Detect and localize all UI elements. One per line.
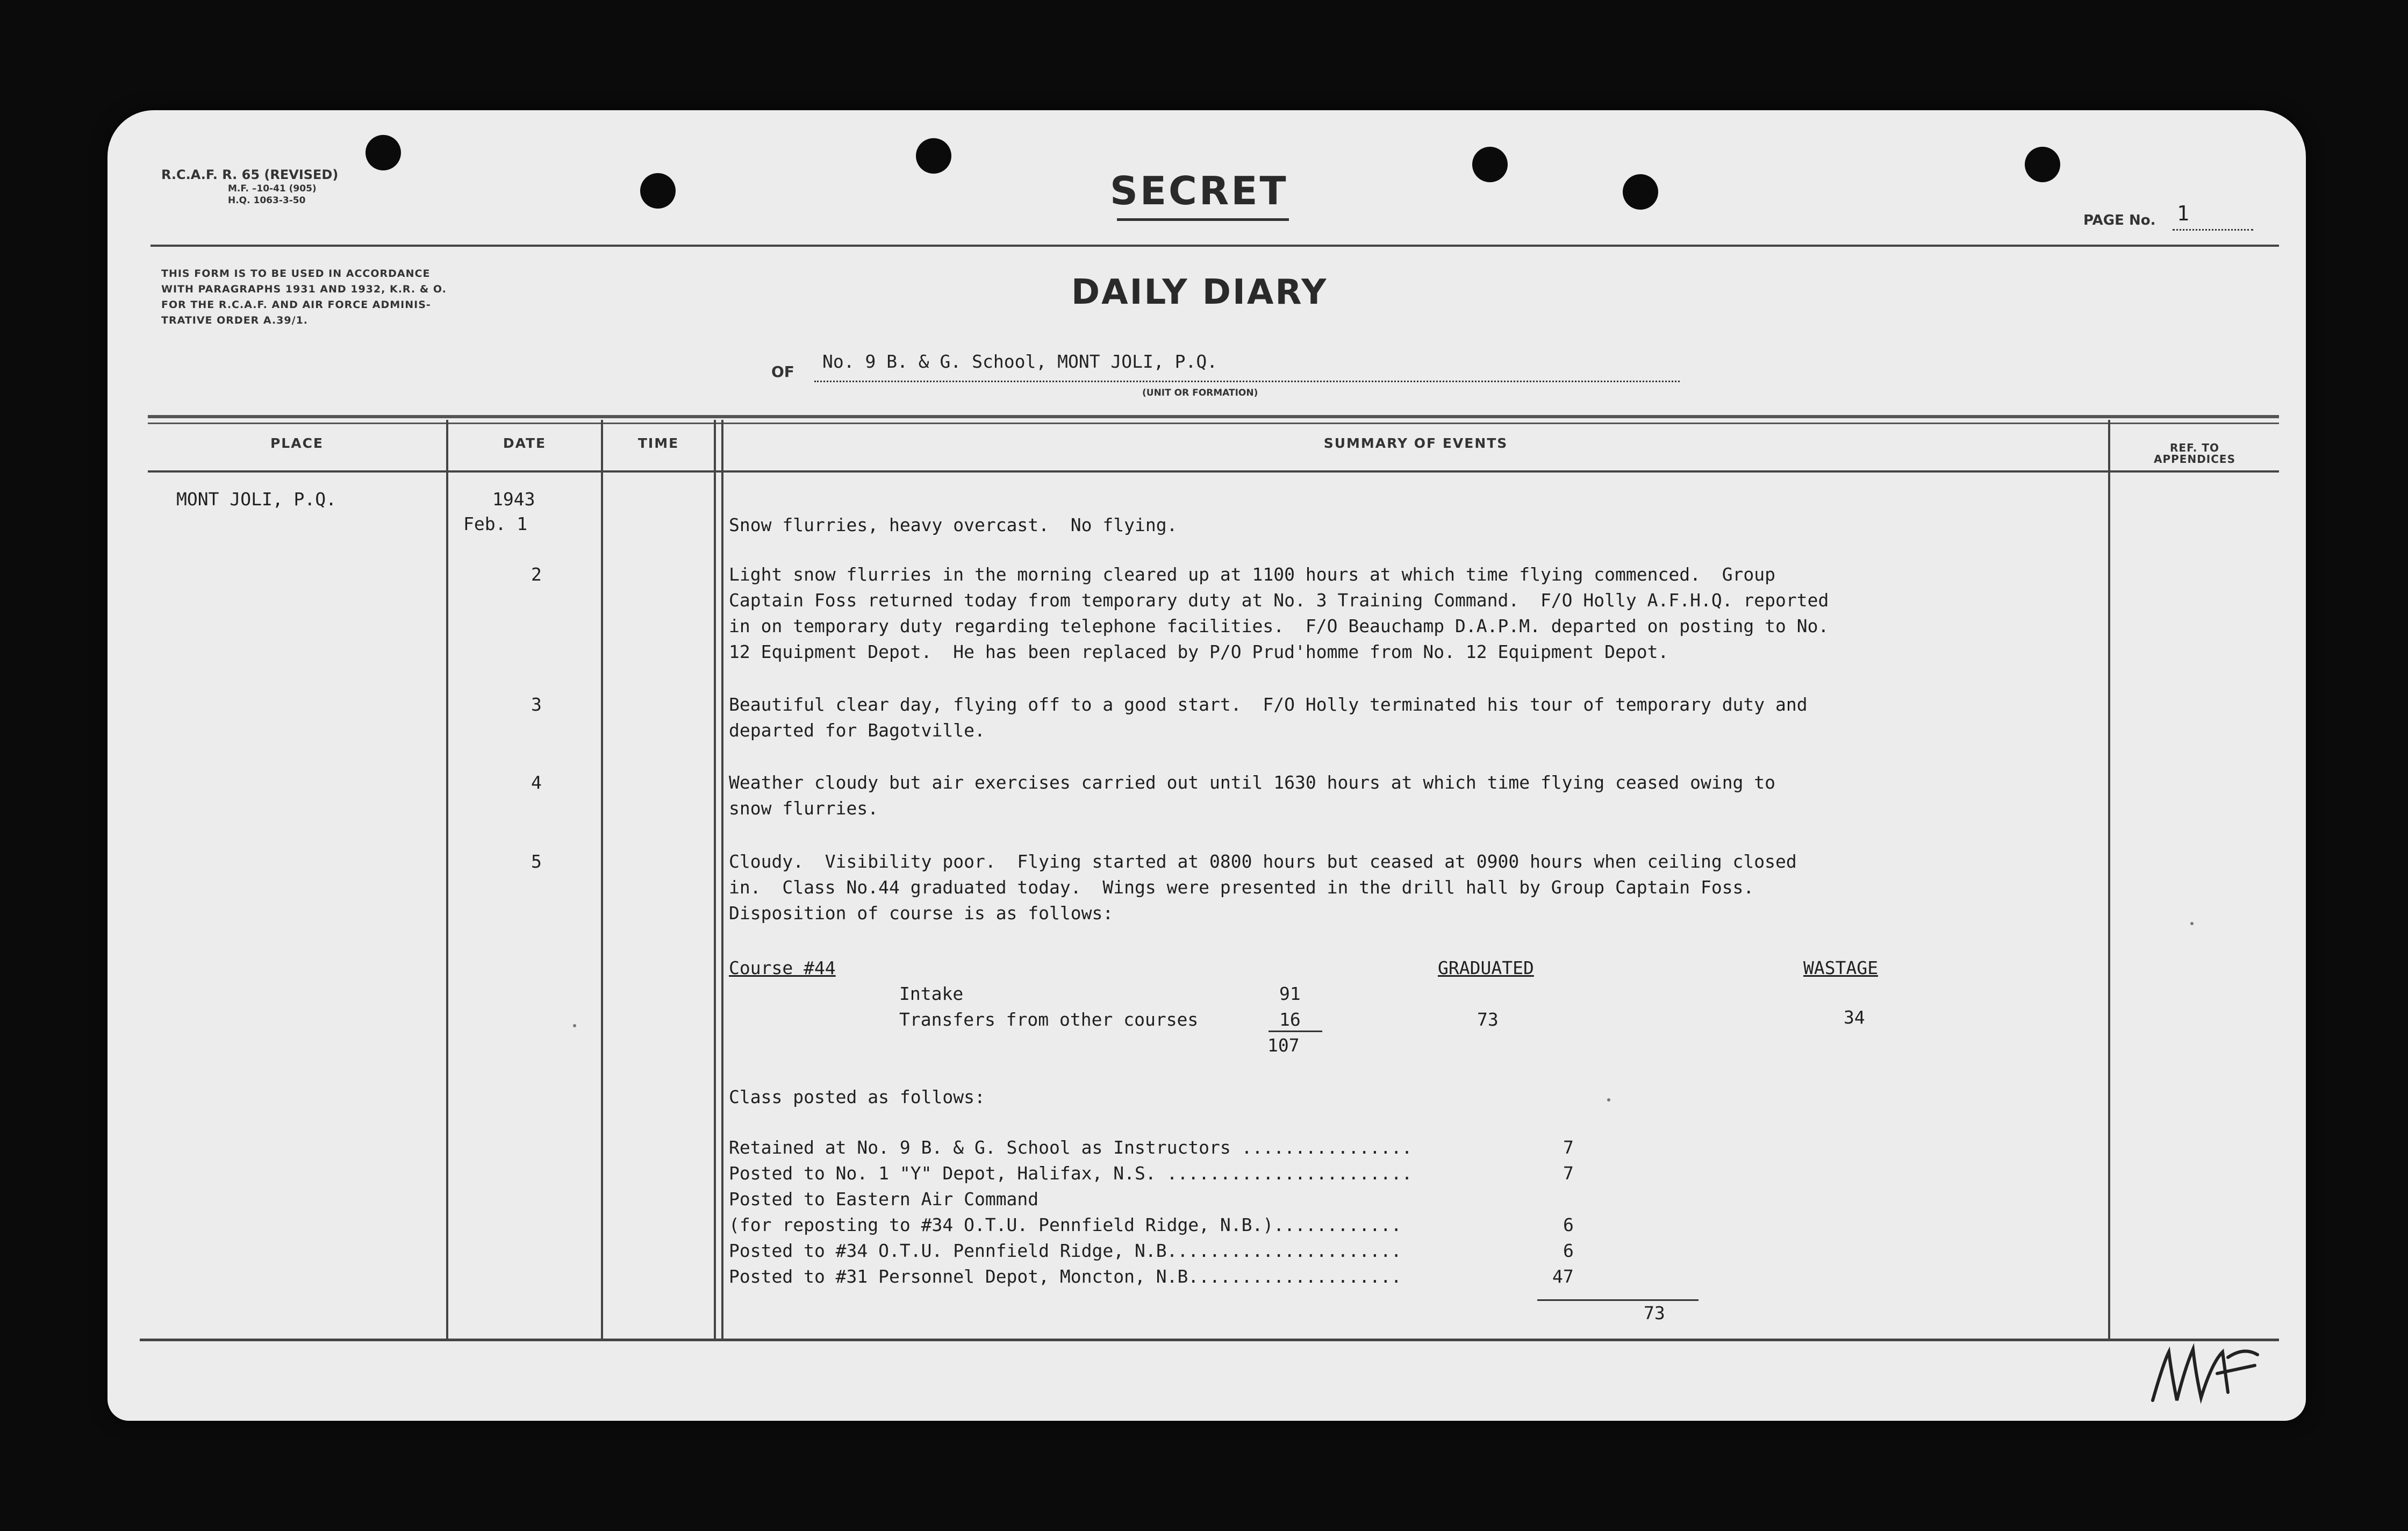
date-cell: 4 [531,772,542,793]
date-cell: 2 [531,564,542,585]
course-total: 107 [1267,1035,1300,1056]
summary-line: Captain Foss returned today from temporary duty at No. 3 Training Command. F/O Holly A.F.H.Q. reported [729,590,1829,611]
column-divider [601,420,603,1340]
punch-hole [1472,147,1508,182]
summary-line: Cloudy. Visibility poor. Flying started at 0800 hours but ceased at 0900 hours when ceiling closed [729,851,1797,872]
summary-line: departed for Bagotville. [729,720,985,741]
posting-row-value: 6 [1563,1240,1574,1261]
sum-rule [1268,1031,1322,1032]
wastage-value: 34 [1844,1007,1865,1028]
form-usage-note [161,266,447,328]
punch-hole [640,173,676,209]
paper-speck [573,1024,576,1027]
ref-header-line: APPENDICES [2154,453,2235,466]
posting-row-value: 7 [1563,1137,1574,1158]
posting-row-text: Posted to No. 1 "Y" Depot, Halifax, N.S. ....................... [729,1163,1413,1184]
date-cell: Feb. 1 [463,513,528,534]
intake-label: Intake [899,983,964,1004]
column-header-ref-appendices [2110,442,2279,465]
year-cell: 1943 [492,489,535,510]
page-number-label: PAGE No. [2083,212,2156,228]
posting-row-text: Posted to #31 Personnel Depot, Moncton, N.B.................... [729,1266,1402,1287]
ref-header-line: REF. TO [2170,441,2219,454]
unit-name: No. 9 B. & G. School, MONT JOLI, P.Q. [822,351,1218,372]
table-bottom-rule [140,1339,2279,1341]
date-cell: 3 [531,694,542,715]
summary-line: in on temporary duty regarding telephone facilities. F/O Beauchamp D.A.P.M. departed on posting to No. [729,616,1829,636]
column-header-date: DATE [503,435,547,451]
table-header-rule [148,470,2279,473]
posting-row-text: Retained at No. 9 B. & G. School as Instructors ................ [729,1137,1413,1158]
transfers-label: Transfers from other courses [899,1009,1199,1030]
place-cell: MONT JOLI, P.Q. [176,489,337,510]
punch-hole [916,138,951,174]
column-divider [714,420,716,1340]
punch-hole [1623,174,1658,210]
summary-line: in. Class No.44 graduated today. Wings were presented in the drill hall by Group Captain Foss. [729,877,1754,898]
table-top-rule [148,415,2279,418]
posting-row-text: Posted to Eastern Air Command [729,1189,1039,1210]
column-divider [446,420,448,1340]
summary-line: Beautiful clear day, flying off to a good start. F/O Holly terminated his tour of temporary duty and [729,694,1808,715]
column-divider [721,420,723,1340]
posting-row-value: 6 [1563,1214,1574,1235]
table-top-rule [148,423,2279,424]
of-label: OF [771,363,794,381]
posting-row-value: 7 [1563,1163,1574,1184]
page-number-dotted-line [2173,229,2253,231]
unit-dotted-line [814,381,1680,382]
column-divider [2108,420,2110,1340]
form-reference [161,167,338,206]
classification-underline [1117,218,1289,221]
header-rule [150,245,2279,247]
wastage-header: WASTAGE [1803,957,1879,978]
summary-line: snow flurries. [729,798,879,819]
graduated-header: GRADUATED [1438,957,1534,978]
posting-total-rule [1537,1299,1698,1301]
date-cell: 5 [531,851,542,872]
summary-line: Light snow flurries in the morning cleared up at 1100 hours at which time flying commenced. Group [729,564,1776,585]
summary-line: Snow flurries, heavy overcast. No flying. [729,514,1178,535]
summary-line: Weather cloudy but air exercises carried out until 1630 hours at which time flying ceased owing to [729,772,1776,793]
column-header-time: TIME [637,435,679,451]
course-label: Course #44 [729,957,836,978]
form-note-line: FOR THE R.C.A.F. AND AIR FORCE ADMINIS- [161,299,431,311]
paper-speck [2190,922,2194,925]
graduated-value: 73 [1477,1009,1499,1030]
posting-row-text: Posted to #34 O.T.U. Pennfield Ridge, N.B...................... [729,1240,1402,1261]
intake-value: 91 [1279,983,1301,1004]
form-note-line: THIS FORM IS TO BE USED IN ACCORDANCE [161,268,431,280]
posting-row-value: 47 [1552,1266,1574,1287]
page-title: DAILY DIARY [1071,273,1328,312]
unit-caption: (UNIT OR FORMATION) [1142,388,1258,398]
punch-hole [2025,147,2060,182]
posting-row-text: (for reposting to #34 O.T.U. Pennfield Ridge, N.B.)............ [729,1214,1402,1235]
form-note-line: TRATIVE ORDER A.39/1. [161,314,309,326]
summary-line: Disposition of course is as follows: [729,903,1114,924]
posting-intro: Class posted as follows: [729,1086,985,1107]
column-header-summary: SUMMARY OF EVENTS [1323,435,1508,451]
form-ref-sub: M.F. –10-41 (905) [228,183,317,194]
posting-total: 73 [1644,1303,1665,1323]
paper-speck [1607,1098,1610,1101]
summary-line: 12 Equipment Depot. He has been replaced by P/O Prud'homme from No. 12 Equipment Depot. [729,641,1669,662]
classification-heading: SECRET [1110,168,1288,213]
form-ref-title: R.C.A.F. R. 65 (REVISED) [161,167,339,182]
transfers-value: 16 [1279,1009,1301,1030]
form-note-line: WITH PARAGRAPHS 1931 AND 1932, K.R. & O. [161,283,447,295]
column-header-place: PLACE [270,435,324,451]
punch-hole [366,135,401,170]
handwritten-initials [2147,1341,2266,1411]
page-number-value: 1 [2177,202,2189,225]
diary-page [108,110,2306,1421]
form-ref-sub: H.Q. 1063-3-50 [228,195,306,206]
